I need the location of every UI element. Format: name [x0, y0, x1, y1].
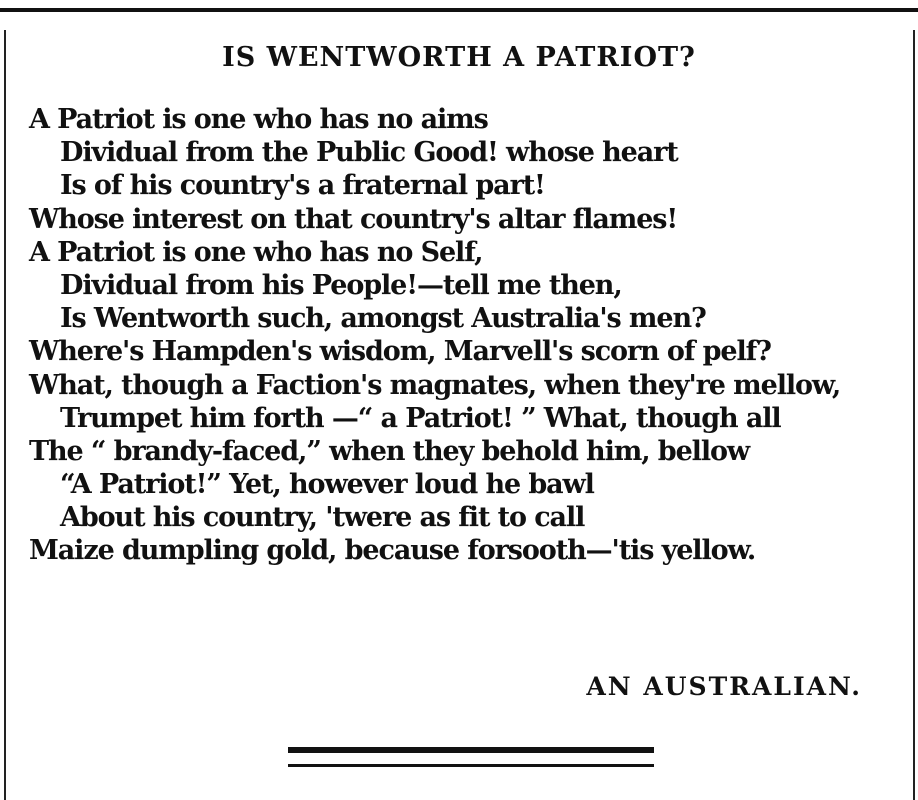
- poem-line: “A Patriot!” Yet, however loud he bawl: [60, 469, 594, 501]
- poem-line: Trumpet him forth —“ a Patriot! ” What, though all: [60, 402, 781, 434]
- end-separator-thin-rule: [288, 764, 654, 767]
- author-signature: AN AUSTRALIAN.: [586, 672, 862, 701]
- right-column-rule: [913, 30, 915, 800]
- poem-line: A Patriot is one who has no Self,: [29, 236, 483, 268]
- poem-body: [29, 103, 840, 568]
- poem-line: What, though a Faction's magnates, when they're mellow,: [29, 369, 841, 401]
- poem-line: Maize dumpling gold, because forsooth—'tis yellow.: [29, 535, 756, 567]
- poem-line: Is of his country's a fraternal part!: [60, 170, 545, 202]
- poem-line: Dividual from his People!—tell me then,: [60, 269, 622, 301]
- article-title: IS WENTWORTH A PATRIOT?: [222, 42, 696, 73]
- poem-line: Is Wentworth such, amongst Australia's men?: [60, 303, 706, 335]
- end-separator-thick-rule: [288, 747, 654, 753]
- top-border-rule: [0, 8, 918, 12]
- poem-line: About his country, 'twere as fit to call: [60, 502, 585, 534]
- poem-line: A Patriot is one who has no aims: [29, 104, 488, 135]
- poem-line: Dividual from the Public Good! whose heart: [60, 137, 678, 169]
- poem-line: The “ brandy-faced,” when they behold him, bellow: [29, 435, 750, 467]
- poem-line: Whose interest on that country's altar flames!: [29, 203, 678, 235]
- left-column-rule: [4, 30, 6, 800]
- poem-line: Where's Hampden's wisdom, Marvell's scorn of pelf?: [29, 336, 771, 368]
